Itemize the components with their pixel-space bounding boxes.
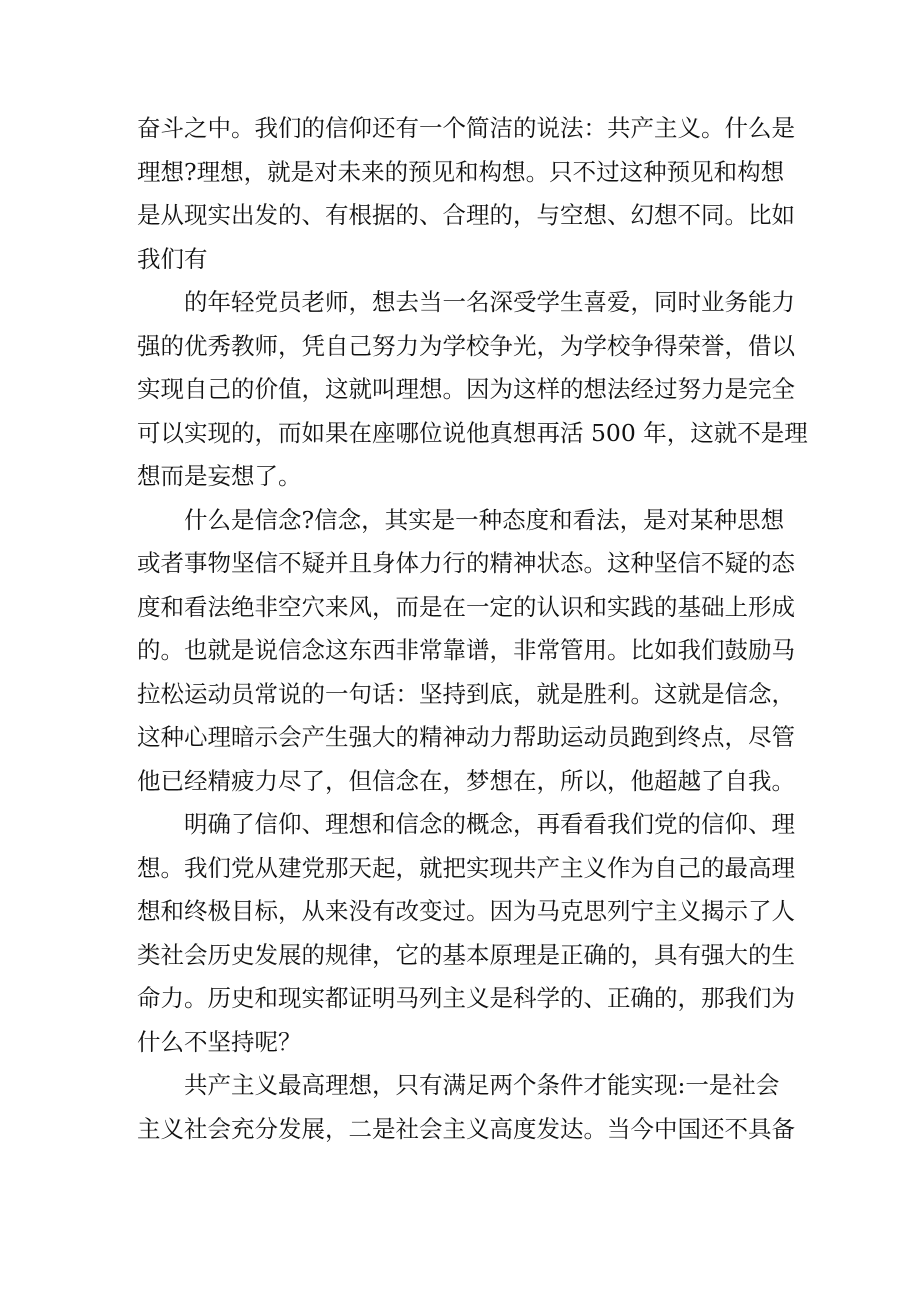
text-line: 什么不坚持呢？ bbox=[137, 1027, 302, 1056]
text-line: 度和看法绝非空穴来风，而是在一定的认识和实践的基础上形成 bbox=[137, 592, 795, 621]
text-line: 的年轻党员老师，想去当一名深受学生喜爱，同时业务能力 bbox=[137, 288, 795, 316]
paragraph-3 bbox=[137, 499, 797, 804]
text-line: 我们有 bbox=[137, 244, 208, 273]
text-line: 类社会历史发展的规律，它的基本原理是正确的，具有强大的生 bbox=[137, 940, 795, 969]
text-line: 他已经精疲力尽了，但信念在，梦想在，所以，他超越了自我。 bbox=[137, 766, 795, 795]
text-line: 想和终极目标，从来没有改变过。因为马克思列宁主义揭示了人 bbox=[137, 897, 795, 925]
text-line: 理想?理想，就是对未来的预见和构想。只不过这种预见和构想 bbox=[137, 157, 785, 186]
text-line: 拉松运动员常说的一句话：坚持到底，就是胜利。这就是信念， bbox=[137, 679, 795, 708]
text-line: 或者事物坚信不疑并且身体力行的精神状态。这种坚信不疑的态 bbox=[137, 549, 795, 577]
text-line: 什么是信念?信念，其实是一种态度和看法，是对某种思想 bbox=[137, 505, 785, 534]
paragraph-5 bbox=[137, 1064, 797, 1151]
text-line: 想而是妄想了。 bbox=[137, 462, 302, 490]
text-line: 共产主义最高理想，只有满足两个条件才能实现:一是社会 bbox=[137, 1071, 780, 1099]
text-line: 命力。历史和现实都证明马列主义是科学的、正确的，那我们为 bbox=[137, 984, 795, 1012]
text-line: 这种心理暗示会产生强大的精神动力帮助运动员跑到终点，尽管 bbox=[137, 723, 795, 751]
text-line: 奋斗之中。我们的信仰还有一个简洁的说法：共产主义。什么是 bbox=[137, 114, 795, 142]
paragraph-2 bbox=[137, 281, 808, 499]
text-line: 想。我们党从建党那天起，就把实现共产主义作为自己的最高理 bbox=[137, 853, 795, 882]
document-body bbox=[137, 107, 808, 1151]
text-line: 的。也就是说信念这东西非常靠谱，非常管用。比如我们鼓励马 bbox=[137, 636, 795, 664]
text-line: 可以实现的，而如果在座哪位说他真想再活 500 年，这就不是理 bbox=[137, 418, 808, 447]
text-line: 强的优秀教师，凭自己努力为学校争光，为学校争得荣誉，借以 bbox=[137, 331, 795, 360]
text-line: 明确了信仰、理想和信念的概念，再看看我们党的信仰、理 bbox=[137, 810, 795, 838]
text-line: 主义社会充分发展，二是社会主义高度发达。当今中国还不具备 bbox=[137, 1114, 795, 1143]
paragraph-4 bbox=[137, 803, 797, 1064]
text-line: 实现自己的价值，这就叫理想。因为这样的想法经过努力是完全 bbox=[137, 375, 795, 403]
text-line: 是从现实出发的、有根据的、合理的，与空想、幻想不同。比如 bbox=[137, 201, 795, 229]
paragraph-1 bbox=[137, 107, 797, 281]
